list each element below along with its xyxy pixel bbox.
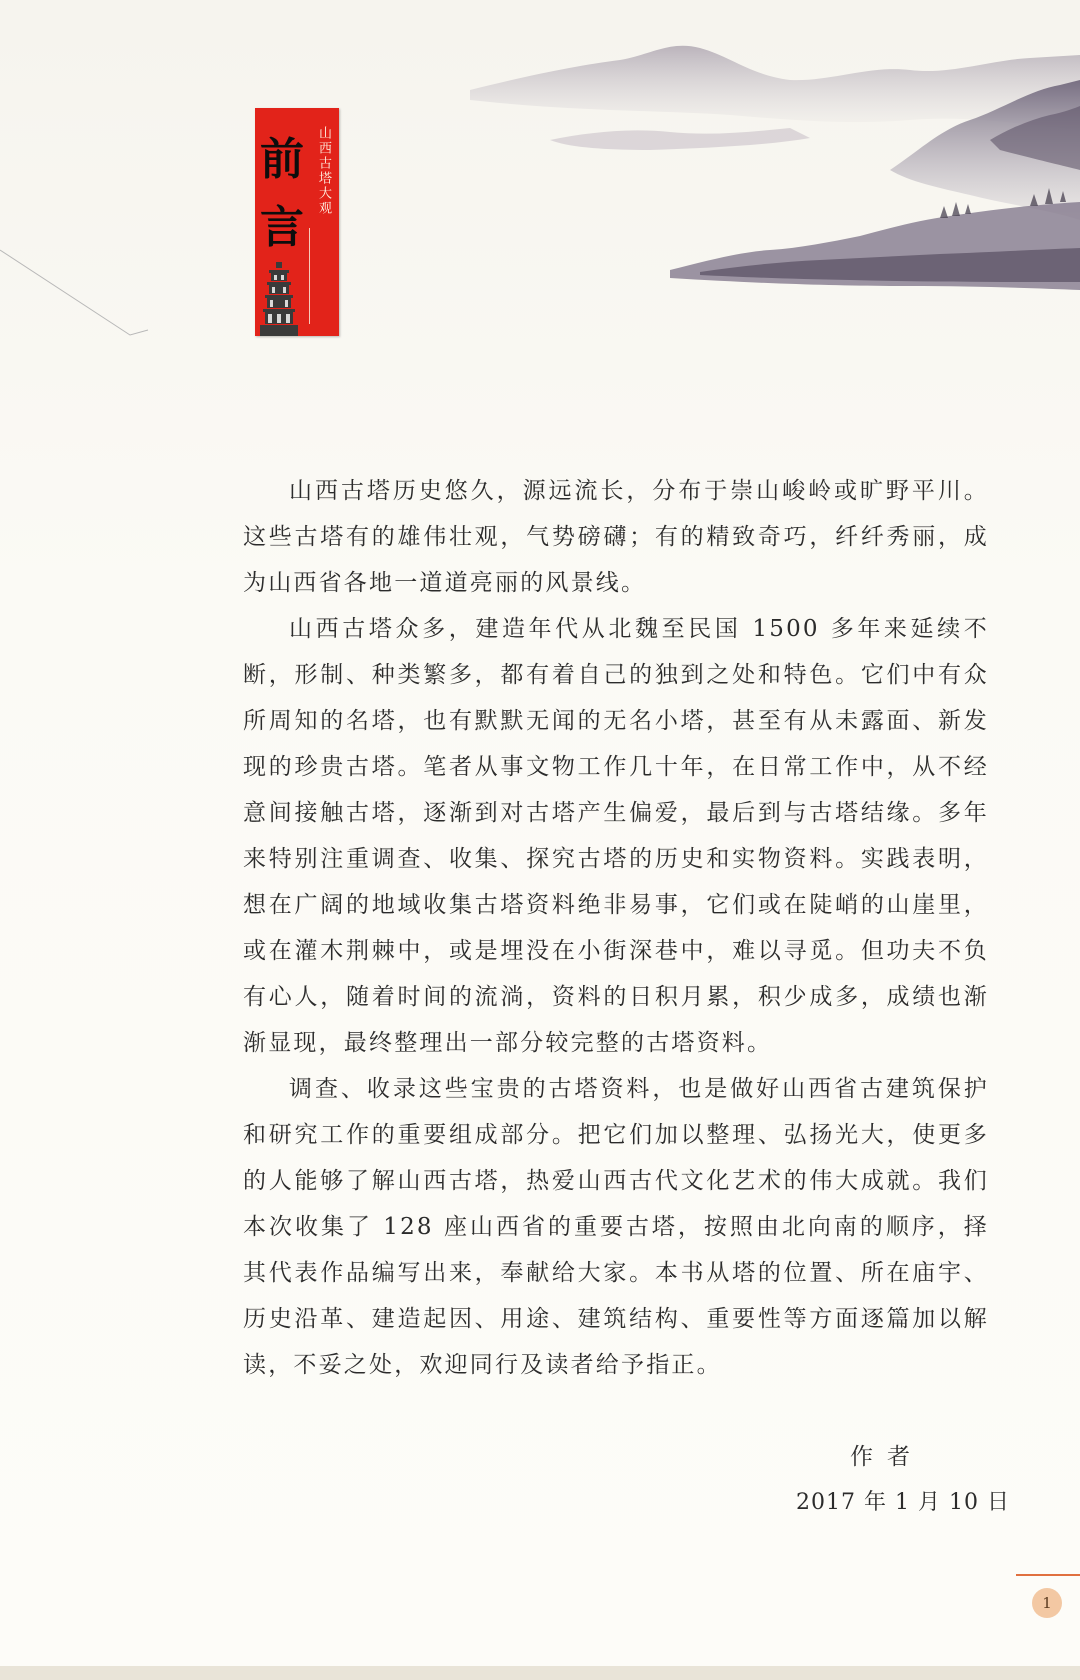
author-signature: 作者 [850, 1444, 924, 1470]
title-char-1: 前 [260, 134, 304, 185]
paragraph-1: 山西古塔历史悠久，源远流长，分布于崇山峻岭或旷野平川。这些古塔有的雄伟壮观，气势磅礴；有的精致奇巧，纤纤秀丽，成为山西省各地一道道亮丽的风景线。 [243, 478, 989, 596]
preface-title-tab [255, 108, 339, 336]
series-divider [309, 228, 310, 324]
page-number: 1 [1032, 1588, 1062, 1618]
series-title: 山西古塔大观 [316, 126, 331, 216]
ink-landscape-illustration [470, 20, 1080, 300]
page-bottom-edge [0, 1666, 1080, 1680]
title-char-2: 言 [260, 202, 304, 253]
paragraph-3: 调查、收录这些宝贵的古塔资料，也是做好山西省古建筑保护和研究工作的重要组成部分。把它们加以整理、弘扬光大，使更多的人能够了解山西古塔，热爱山西古代文化艺术的伟大成就。我们本次收集了 128 座山西省的重要古塔，按照由北向南的顺序，择其代表作品编写出来，奉献给大家。本书从塔的位置、所在庙宇、历史沿革、建造起因、用途、建筑结构、重要性等方面逐篇加以解读，不妥之处，欢迎同行及读者给予指正。 [243, 1076, 989, 1378]
preface-body [243, 468, 989, 1388]
pagoda-icon [257, 258, 301, 336]
signature-date: 2017 年 1 月 10 日 [796, 1490, 1010, 1515]
paragraph-2: 山西古塔众多，建造年代从北魏至民国 1500 多年来延续不断，形制、种类繁多，都有着自己的独到之处和特色。它们中有众所周知的名塔，也有默默无闻的无名小塔，甚至有从未露面、新发现的珍贵古塔。笔者从事文物工作几十年，在日常工作中，从不经意间接触古塔，逐渐到对古塔产生偏爱，最后到与古塔结缘。多年来特别注重调查、收集、探究古塔的历史和实物资料。实践表明，想在广阔的地域收集古塔资料绝非易事，它们或在陡峭的山崖里，或在灌木荆棘中，或是埋没在小街深巷中，难以寻觅。但功夫不负有心人，随着时间的流淌，资料的日积月累，积少成多，成绩也渐渐显现，最终整理出一部分较完整的古塔资料。 [243, 616, 989, 1056]
pencil-mark [0, 240, 160, 360]
page-number-rule [1016, 1574, 1080, 1576]
